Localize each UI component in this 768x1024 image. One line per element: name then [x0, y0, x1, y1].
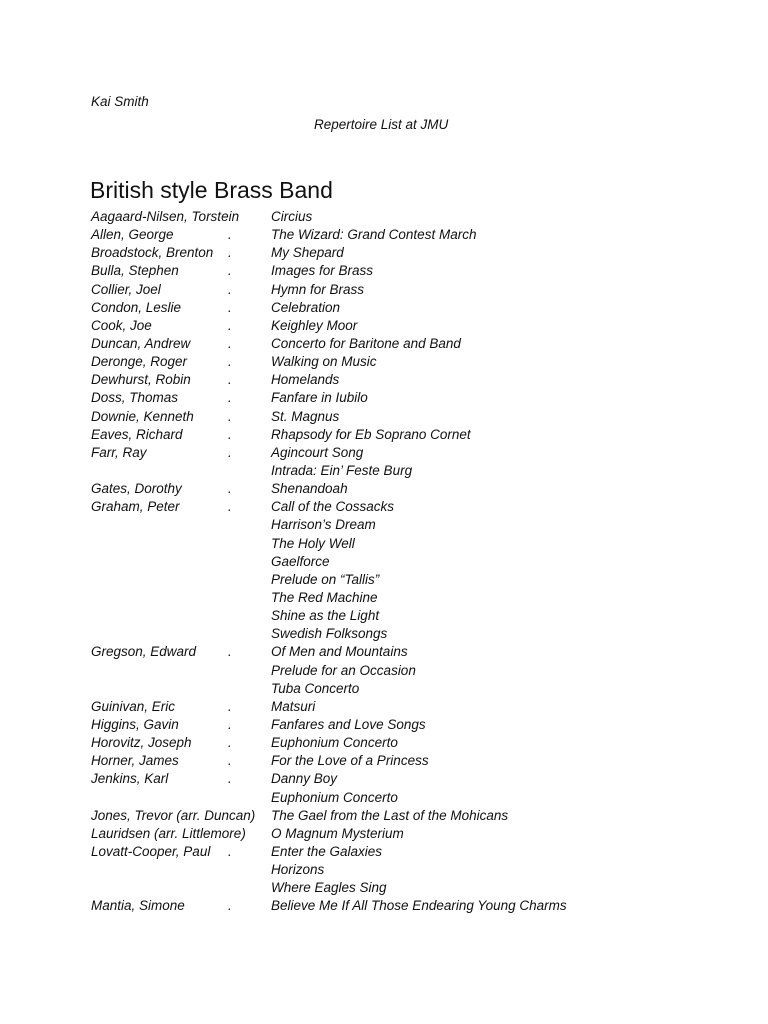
composer-name: Cook, Joe — [91, 317, 152, 333]
list-item — [91, 843, 731, 861]
list-item — [91, 408, 731, 426]
list-item — [91, 389, 731, 407]
composer-name: Lovatt-Cooper, Paul — [91, 843, 211, 859]
list-item — [91, 371, 731, 389]
leader-dot: . — [228, 245, 232, 261]
list-item — [91, 607, 731, 625]
composer-name: Condon, Leslie — [91, 299, 182, 315]
piece-title: My Shepard — [271, 245, 344, 261]
piece-title: Prelude on “Tallis” — [271, 571, 380, 587]
list-item — [91, 262, 731, 280]
piece-title: Euphonium Concerto — [271, 735, 398, 751]
list-item — [91, 535, 731, 553]
composer-name: Lauridsen (arr. Littlemore) — [91, 825, 246, 841]
list-item — [91, 317, 731, 335]
piece-title: Matsuri — [271, 698, 316, 714]
list-item — [91, 879, 731, 897]
piece-title: Intrada: Ein’ Feste Burg — [271, 462, 413, 478]
list-item — [91, 226, 731, 244]
composer-name: Dewhurst, Robin — [91, 372, 191, 388]
list-item — [91, 861, 731, 879]
piece-title: Prelude for an Occasion — [271, 662, 416, 678]
composer-name: Eaves, Richard — [91, 426, 183, 442]
piece-title: The Holy Well — [271, 535, 355, 551]
composer-name: Allen, George — [91, 227, 174, 243]
composer-name: Jones, Trevor (arr. Duncan) — [91, 807, 256, 823]
list-item — [91, 516, 731, 534]
list-item — [91, 281, 731, 299]
list-item — [91, 897, 731, 915]
list-item — [91, 426, 731, 444]
piece-title: Where Eagles Sing — [271, 880, 387, 896]
leader-dot: . — [228, 898, 232, 914]
piece-title: Danny Boy — [271, 771, 338, 787]
section-heading: British style Brass Band — [90, 177, 333, 204]
repertoire-list — [91, 208, 731, 915]
piece-title: Enter the Galaxies — [271, 843, 383, 859]
piece-title: Euphonium Concerto — [271, 789, 398, 805]
piece-title: Keighley Moor — [271, 317, 358, 333]
composer-name: Doss, Thomas — [91, 390, 179, 406]
composer-name: Horner, James — [91, 753, 179, 769]
leader-dot: . — [228, 335, 232, 351]
list-item — [91, 444, 731, 462]
leader-dot: . — [228, 354, 232, 370]
composer-name: Broadstock, Brenton — [91, 245, 214, 261]
leader-dot: . — [228, 716, 232, 732]
list-item — [91, 770, 731, 788]
piece-title: St. Magnus — [271, 408, 340, 424]
list-item — [91, 480, 731, 498]
leader-dot: . — [228, 698, 232, 714]
piece-title: Circius — [271, 209, 313, 224]
composer-name: Jenkins, Karl — [91, 771, 169, 787]
composer-name: Graham, Peter — [91, 499, 180, 515]
piece-title: Tuba Concerto — [271, 680, 360, 696]
composer-name: Duncan, Andrew — [91, 335, 191, 351]
list-item — [91, 825, 731, 843]
composer-name: Farr, Ray — [91, 444, 147, 460]
piece-title: Fanfares and Love Songs — [271, 716, 426, 732]
leader-dot: . — [228, 771, 232, 787]
leader-dot: . — [228, 372, 232, 388]
piece-title: The Gael from the Last of the Mohicans — [271, 807, 509, 823]
list-item — [91, 807, 731, 825]
piece-title: Call of the Cossacks — [271, 499, 395, 515]
composer-name: Guinivan, Eric — [91, 698, 176, 714]
list-item — [91, 698, 731, 716]
author-name: Kai Smith — [91, 94, 149, 109]
piece-title: The Red Machine — [271, 589, 378, 605]
piece-title: Shenandoah — [271, 481, 348, 497]
composer-name: Mantia, Simone — [91, 898, 185, 914]
leader-dot: . — [228, 281, 232, 297]
piece-title: Believe Me If All Those Endearing Young Charms — [271, 898, 567, 914]
list-item — [91, 353, 731, 371]
list-item — [91, 662, 731, 680]
leader-dot: . — [228, 481, 232, 497]
list-item — [91, 299, 731, 317]
leader-dot: . — [228, 426, 232, 442]
piece-title: Concerto for Baritone and Band — [271, 335, 461, 351]
leader-dot: . — [228, 263, 232, 279]
list-item — [91, 625, 731, 643]
leader-dot: . — [228, 227, 232, 243]
list-item — [91, 680, 731, 698]
composer-name: Gregson, Edward — [91, 644, 197, 660]
piece-title: Walking on Music — [271, 354, 377, 370]
piece-title: Of Men and Mountains — [271, 644, 408, 660]
leader-dot: . — [228, 390, 232, 406]
list-item — [91, 734, 731, 752]
leader-dot: . — [228, 499, 232, 515]
composer-name: Higgins, Gavin — [91, 716, 179, 732]
leader-dot: . — [228, 753, 232, 769]
list-item — [91, 643, 731, 661]
leader-dot: . — [228, 735, 232, 751]
piece-title: Harrison’s Dream — [271, 517, 376, 533]
leader-dot: . — [228, 317, 232, 333]
composer-name: Horovitz, Joseph — [91, 735, 192, 751]
composer-name: Downie, Kenneth — [91, 408, 194, 424]
list-item — [91, 498, 731, 516]
list-item — [91, 553, 731, 571]
piece-title: Celebration — [271, 299, 341, 315]
leader-dot: . — [228, 408, 232, 424]
list-item — [91, 335, 731, 353]
piece-title: Hymn for Brass — [271, 281, 365, 297]
piece-title: Images for Brass — [271, 263, 374, 279]
leader-dot: . — [228, 444, 232, 460]
composer-name: Gates, Dorothy — [91, 481, 182, 497]
leader-dot: . — [228, 299, 232, 315]
list-item — [91, 208, 731, 226]
piece-title: Gaelforce — [271, 553, 330, 569]
piece-title: Fanfare in Iubilo — [271, 390, 368, 406]
list-item — [91, 462, 731, 480]
piece-title: Shine as the Light — [271, 608, 380, 624]
piece-title: For the Love of a Princess — [271, 753, 429, 769]
piece-title: Horizons — [271, 862, 325, 878]
leader-dot: . — [228, 644, 232, 660]
list-item — [91, 716, 731, 734]
piece-title: Agincourt Song — [271, 444, 364, 460]
piece-title: Rhapsody for Eb Soprano Cornet — [271, 426, 471, 442]
leader-dot: . — [228, 843, 232, 859]
piece-title: O Magnum Mysterium — [271, 825, 404, 841]
list-item — [91, 789, 731, 807]
list-item — [91, 752, 731, 770]
composer-name: Bulla, Stephen — [91, 263, 179, 279]
piece-title: Swedish Folksongs — [271, 626, 388, 642]
composer-name: Deronge, Roger — [91, 354, 188, 370]
document-title: Repertoire List at JMU — [314, 117, 449, 132]
list-item — [91, 589, 731, 607]
list-item — [91, 571, 731, 589]
list-item — [91, 244, 731, 262]
composer-name: Collier, Joel — [91, 281, 161, 297]
composer-name: Aagaard-Nilsen, Torstein — [91, 209, 240, 224]
piece-title: Homelands — [271, 372, 340, 388]
piece-title: The Wizard: Grand Contest March — [271, 227, 477, 243]
